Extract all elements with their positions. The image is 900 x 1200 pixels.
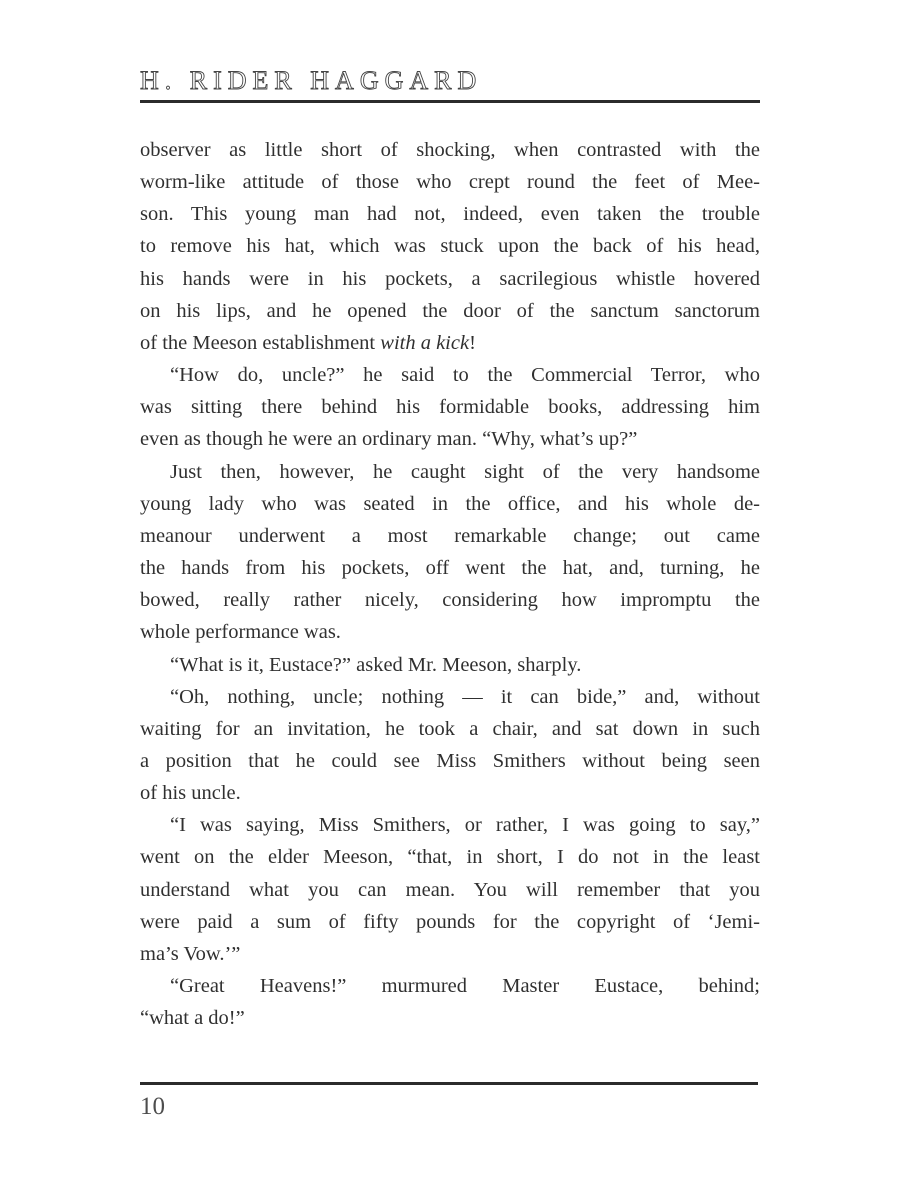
text-line [140, 295, 760, 327]
text-line [140, 327, 760, 359]
text-segment: ! [469, 331, 476, 354]
text-segment: worm-like attitude of those who crept round the feet of Mee- [140, 171, 760, 194]
text-segment: to remove his hat, which was stuck upon the back of his head, [140, 235, 760, 258]
running-header-title: H. RIDER HAGGARD [140, 66, 483, 95]
paragraph [140, 809, 760, 970]
text-segment: whole performance was. [140, 621, 341, 644]
text-line [140, 391, 760, 423]
text-line [140, 841, 760, 873]
text-line [140, 874, 760, 906]
page-body-text [140, 134, 760, 1034]
text-line [140, 359, 760, 391]
text-segment: “Oh, nothing, uncle; nothing — it can bide,” and, without [170, 685, 760, 708]
text-line [140, 906, 760, 938]
text-line [140, 970, 760, 1002]
paragraph [140, 134, 760, 359]
text-line [140, 456, 760, 488]
text-line [140, 649, 760, 681]
text-segment: even as though he were an ordinary man. “Why, what’s up?” [140, 428, 638, 451]
text-segment: the hands from his pockets, off went the hat, and, turning, he [140, 557, 760, 580]
footer-rule [140, 1082, 758, 1085]
text-segment: Just then, however, he caught sight of the very handsome [170, 460, 760, 483]
text-segment: “what a do!” [140, 1007, 245, 1030]
text-segment: waiting for an invitation, he took a chair, and sat down in such [140, 717, 760, 740]
text-segment: “How do, uncle?” he said to the Commercial Terror, who [170, 364, 760, 387]
text-segment: a position that he could see Miss Smithers without being seen [140, 749, 760, 772]
text-line [140, 745, 760, 777]
header-rule [140, 100, 760, 103]
text-segment: bowed, really rather nicely, considering how impromptu the [140, 589, 760, 612]
text-segment: were paid a sum of fifty pounds for the copyright of ‘Jemi- [140, 910, 760, 933]
text-segment: ma’s Vow.’” [140, 942, 241, 965]
text-line [140, 552, 760, 584]
text-line [140, 520, 760, 552]
text-line [140, 713, 760, 745]
paragraph [140, 456, 760, 649]
text-line [140, 488, 760, 520]
paragraph [140, 970, 760, 1034]
text-line [140, 230, 760, 262]
text-segment: went on the elder Meeson, “that, in short, I do not in the least [140, 846, 760, 869]
paragraph [140, 359, 760, 455]
text-line [140, 423, 760, 455]
text-segment: of his uncle. [140, 782, 241, 805]
text-line [140, 1002, 760, 1034]
text-line [140, 809, 760, 841]
text-segment: of the Meeson establishment [140, 331, 381, 354]
text-line [140, 584, 760, 616]
paragraph [140, 681, 760, 810]
text-line [140, 777, 760, 809]
page-number: 10 [140, 1093, 165, 1120]
text-segment: son. This young man had not, indeed, even taken the trouble [140, 203, 760, 226]
text-line [140, 938, 760, 970]
text-segment: “What is it, Eustace?” asked Mr. Meeson, sharply. [170, 653, 582, 676]
text-segment: was sitting there behind his formidable books, addressing him [140, 396, 760, 419]
text-line [140, 263, 760, 295]
italic-phrase: with a kick [380, 331, 470, 354]
text-line [140, 681, 760, 713]
text-line [140, 198, 760, 230]
text-segment: “Great Heavens!” murmured Master Eustace, behind; [170, 975, 760, 998]
paragraph [140, 649, 760, 681]
text-segment: observer as little short of shocking, when contrasted with the [140, 139, 760, 161]
text-line [140, 134, 760, 166]
text-segment: understand what you can mean. You will remember that you [140, 878, 760, 901]
text-line [140, 616, 760, 648]
text-segment: on his lips, and he opened the door of the sanctum sanctorum [140, 299, 760, 322]
text-line [140, 166, 760, 198]
text-segment: meanour underwent a most remarkable change; out came [140, 524, 760, 547]
text-segment: “I was saying, Miss Smithers, or rather, I was going to say,” [170, 814, 760, 837]
text-segment: his hands were in his pockets, a sacrilegious whistle hovered [140, 267, 760, 290]
text-segment: young lady who was seated in the office, and his whole de- [140, 492, 760, 515]
